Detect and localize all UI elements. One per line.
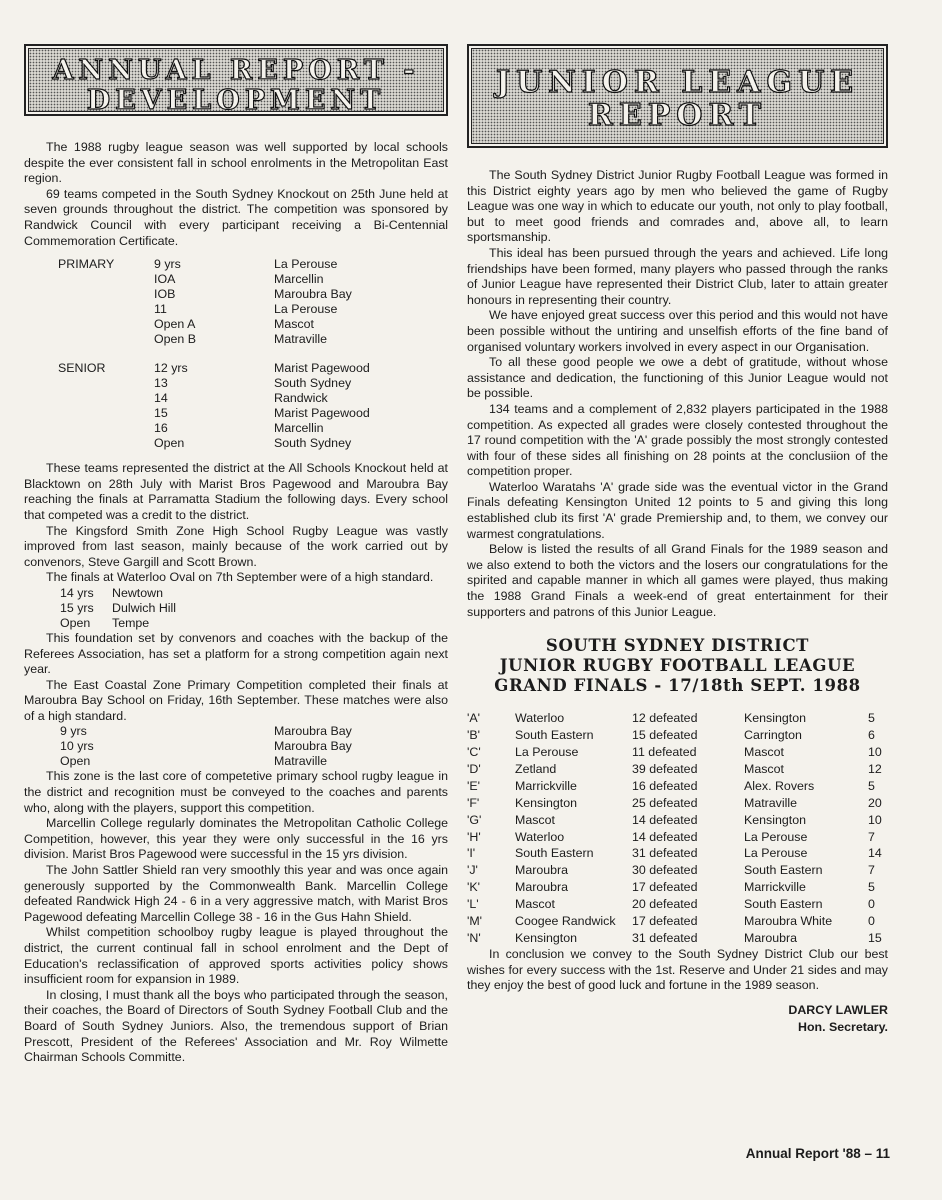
loser-cell: Maroubra White xyxy=(744,914,833,929)
paragraph: This foundation set by convenors and coaches with the backup of the Referees Association, has set a platform for a strong competition again next year. xyxy=(24,630,448,677)
result-row xyxy=(467,812,888,829)
school-cell: La Perouse xyxy=(274,257,338,272)
grade-cell: 13 xyxy=(154,376,168,391)
grade-cell: 'G' xyxy=(467,812,482,827)
school-cell: Matraville xyxy=(274,754,328,769)
school-cell: South Sydney xyxy=(274,376,352,391)
loser-cell: Mascot xyxy=(744,745,784,760)
loser-score-cell: 5 xyxy=(868,778,875,793)
grade-cell: 'L' xyxy=(467,897,479,912)
table-row xyxy=(24,302,448,317)
grade-cell: Open A xyxy=(154,317,196,332)
table-row xyxy=(24,436,448,451)
winner-cell: Coogee Randwick xyxy=(515,914,616,929)
school-cell: La Perouse xyxy=(274,302,338,317)
age-cell: 14 yrs xyxy=(60,585,94,600)
school-cell: Marist Pagewood xyxy=(274,406,370,421)
table-row xyxy=(24,586,448,601)
loser-cell: Marrickville xyxy=(744,880,806,895)
table-row xyxy=(24,272,448,287)
grand-finals-results xyxy=(467,710,888,947)
loser-score-cell: 0 xyxy=(868,897,875,912)
table-row xyxy=(24,332,448,347)
category-cell xyxy=(24,406,154,421)
school-cell: Marist Pagewood xyxy=(274,361,370,376)
loser-score-cell: 14 xyxy=(868,846,882,861)
category-cell xyxy=(24,317,154,332)
paragraph: Waterloo Waratahs 'A' grade side was the eventual victor in the Grand Finals defeating Kensington United 12 points to 5 and giving this long established club its first 'A' grade Premiership and, to them, we convey our warmest congratulations. xyxy=(467,479,888,541)
winner-cell: Mascot xyxy=(515,812,555,827)
result-row xyxy=(467,879,888,896)
category-cell xyxy=(24,302,154,317)
signature-block xyxy=(467,1002,888,1036)
category-cell xyxy=(24,421,154,436)
signer-name: DARCY LAWLER xyxy=(788,1002,888,1017)
paragraph: This zone is the last core of competetive primary school rugby league in the district and recognition must be conveyed to the coaches and parents who, along with the players, support this competition. xyxy=(24,769,448,815)
score-cell: 39 defeated xyxy=(632,761,698,776)
score-cell: 20 defeated xyxy=(632,897,698,912)
winner-cell: Marrickville xyxy=(515,778,577,793)
loser-score-cell: 20 xyxy=(868,795,882,810)
loser-cell: La Perouse xyxy=(744,846,808,861)
score-cell: 11 defeated xyxy=(632,745,697,760)
school-cell: Randwick xyxy=(274,391,328,406)
paragraph: In closing, I must thank all the boys who participated through the season, their coaches, the Board of Directors of South Sydney Football Club and the Board of South Sydney Juniors. Also, the tremendous support of Brian Prescott, President of the Referees' Association and Mr. Roy Wilmette Chairman Schools Committe. xyxy=(24,987,448,1065)
result-row xyxy=(467,710,888,727)
right-column xyxy=(467,44,888,1036)
loser-score-cell: 10 xyxy=(868,812,882,827)
age-cell: Open xyxy=(60,754,91,769)
grade-cell: 14 xyxy=(154,391,168,406)
table-row xyxy=(24,421,448,436)
loser-score-cell: 6 xyxy=(868,728,875,743)
winner-cell: South Eastern xyxy=(515,728,594,743)
category-cell xyxy=(24,436,154,451)
score-cell: 14 defeated xyxy=(632,812,698,827)
result-row xyxy=(467,795,888,812)
result-row xyxy=(467,845,888,862)
score-cell: 12 defeated xyxy=(632,711,698,726)
paragraph: The 1988 rugby league season was well supported by local schools despite the ever consistent fall in school enrolments in the Metropolitan East region. xyxy=(24,140,448,186)
category-cell xyxy=(24,332,154,347)
school-cell: Matraville xyxy=(274,332,328,347)
closing-paragraph: In conclusion we convey to the South Sydney District Club our best wishes for every success with the 1st. Reserve and Under 21 sides and may they enjoy the best of good luck and fortune in the 1989 season. xyxy=(467,946,888,993)
school-cell: Maroubra Bay xyxy=(274,724,352,739)
paragraph: The East Coastal Zone Primary Competition completed their finals at Maroubra Bay School on Friday, 16th September. These matches were also of a high standard. xyxy=(24,677,448,723)
school-cell: South Sydney xyxy=(274,436,352,451)
banner-title-line: JUNIOR LEAGUE xyxy=(495,65,860,100)
paragraph: This ideal has been pursued through the years and achieved. Life long friendships have been formed, many players who passed through the ranks of Junior League have represented their District Club, later to attain greater honours in representing their country. xyxy=(467,245,888,307)
paragraph: Whilst competition schoolboy rugby league is played throughout the district, the current continual fall in school enrolment and the Dept of Education's reclassification of approved sports activities policy shows insufficient room for expansion in 1989. xyxy=(24,925,448,987)
loser-cell: Matraville xyxy=(744,795,798,810)
loser-cell: La Perouse xyxy=(744,829,808,844)
grade-cell: 'E' xyxy=(467,778,480,793)
table-row xyxy=(24,376,448,391)
loser-cell: South Eastern xyxy=(744,897,823,912)
winner-cell: Waterloo xyxy=(515,829,565,844)
grade-cell: Open xyxy=(154,436,185,451)
table-row xyxy=(24,361,448,376)
development-body xyxy=(24,140,448,1066)
winner-cell: Mascot xyxy=(515,897,555,912)
score-cell: 25 defeated xyxy=(632,795,698,810)
loser-score-cell: 10 xyxy=(868,745,882,760)
grade-cell: IOB xyxy=(154,287,176,302)
paragraph: We have enjoyed great success over this period and this would not have been possible without the untiring and unselfish efforts of the fine band of organised voluntary workers involved in every aspect in our Organisation. xyxy=(467,308,888,354)
zone-finals-table xyxy=(24,586,448,631)
loser-score-cell: 7 xyxy=(868,829,875,844)
table-row xyxy=(24,754,448,769)
table-row xyxy=(24,287,448,302)
heading-line: SOUTH SYDNEY DISTRICT xyxy=(545,636,810,656)
grade-cell: 9 yrs xyxy=(154,257,181,272)
knockout-winners-table xyxy=(24,257,448,451)
banner-title-line: ANNUAL REPORT - xyxy=(52,55,420,86)
category-cell xyxy=(24,391,154,406)
table-row xyxy=(24,406,448,421)
banner-title-line: REPORT xyxy=(587,98,768,133)
result-row xyxy=(467,761,888,778)
winner-cell: Kensington xyxy=(515,795,578,810)
loser-score-cell: 7 xyxy=(868,863,875,878)
table-row xyxy=(24,317,448,332)
heading-line: JUNIOR RUGBY FOOTBALL LEAGUE xyxy=(499,656,856,676)
age-cell: Open xyxy=(60,615,91,630)
loser-score-cell: 5 xyxy=(868,711,875,726)
result-row xyxy=(467,727,888,744)
winner-cell: La Perouse xyxy=(515,745,579,760)
category-cell xyxy=(24,272,154,287)
winner-cell: Maroubra xyxy=(515,863,569,878)
table-row xyxy=(24,724,448,739)
grade-cell: 'I' xyxy=(467,846,476,861)
category-cell: SENIOR xyxy=(58,361,106,376)
result-row xyxy=(467,862,888,879)
result-row xyxy=(467,896,888,913)
table-row xyxy=(24,601,448,616)
table-row xyxy=(24,739,448,754)
loser-score-cell: 0 xyxy=(868,914,875,929)
grade-cell: 'D' xyxy=(467,761,481,776)
grand-finals-heading xyxy=(467,636,888,696)
age-cell: 15 yrs xyxy=(60,600,94,615)
loser-cell: Mascot xyxy=(744,761,784,776)
score-cell: 15 defeated xyxy=(632,728,698,743)
school-cell: Tempe xyxy=(112,615,150,630)
grade-cell: Open B xyxy=(154,332,197,347)
table-row xyxy=(24,391,448,406)
grade-cell: 11 xyxy=(154,302,167,317)
grade-cell: 'J' xyxy=(467,863,478,878)
age-cell: 10 yrs xyxy=(60,739,94,754)
paragraph: 134 teams and a complement of 2,832 players participated in the 1988 competition. As expected all grades were closely contested throughout the 17 round competition with the 'A' grade possibly the most strongly contested with four of these sides all finishing on 28 points at the conclusiion of the competition proper. xyxy=(467,401,888,479)
score-cell: 17 defeated xyxy=(632,880,698,895)
paragraph: To all these good people we owe a debt of gratitude, without whose assistance and dedication, the functioning of this Junior League would not be possible. xyxy=(467,355,888,401)
grade-cell: 'H' xyxy=(467,829,481,844)
school-cell: Marcellin xyxy=(274,272,324,287)
loser-score-cell: 15 xyxy=(868,931,882,945)
grade-cell: 12 yrs xyxy=(154,361,188,376)
grade-cell: IOA xyxy=(154,272,176,287)
grade-cell: 15 xyxy=(154,406,168,421)
table-row xyxy=(24,257,448,272)
paragraph: Marcellin College regularly dominates the Metropolitan Catholic College Competition, however, this year they were only successful in the 16 yrs division. Marist Bros Pagewood were successful in the 15 yrs division. xyxy=(24,816,448,862)
score-cell: 30 defeated xyxy=(632,863,698,878)
loser-cell: Alex. Rovers xyxy=(744,778,815,793)
loser-cell: Kensington xyxy=(744,812,807,827)
category-cell xyxy=(24,376,154,391)
loser-score-cell: 5 xyxy=(868,880,875,895)
grade-cell: 'M' xyxy=(467,914,483,929)
score-cell: 14 defeated xyxy=(632,829,698,844)
junior-league-body xyxy=(467,168,888,1036)
score-cell: 31 defeated xyxy=(632,931,698,945)
paragraph: The Kingsford Smith Zone High School Rugby League was vastly improved from last season, mainly because of the work carried out by convenors, Steve Gargill and Scott Brown. xyxy=(24,523,448,569)
paragraph: These teams represented the district at the All Schools Knockout held at Blacktown on 28th July with Marist Bros Pagewood and Maroubra Bay reaching the finals at Parramatta Stadium the following days. Every school that competed was a credit to the district. xyxy=(24,461,448,522)
grade-cell: 'A' xyxy=(467,711,480,726)
loser-cell: Carrington xyxy=(744,728,802,743)
result-row xyxy=(467,744,888,761)
loser-cell: Maroubra xyxy=(744,931,798,945)
left-column xyxy=(24,44,448,1066)
result-row xyxy=(467,913,888,930)
paragraph: Below is listed the results of all Grand Finals for the 1989 season and we also extend to both the victors and the losers our congratulations for the spirited and capable manner in which all games were played, thus making the 1988 Grand Finals a week-end of great entertainment for their supporters and patrons of this Junior League. xyxy=(467,542,888,619)
winner-cell: Waterloo xyxy=(515,711,565,726)
score-cell: 16 defeated xyxy=(632,778,698,793)
table-row xyxy=(24,616,448,631)
paragraph: The John Sattler Shield ran very smoothly this year and was once again generously supported by the Commonwealth Bank. Marcellin College defeated Randwick High 24 - 6 in a very aggressive match, with Marist Bros Pagewood defeating Marcellin College 38 - 16 in the Gus Hahn Shield. xyxy=(24,863,448,924)
loser-score-cell: 12 xyxy=(868,761,882,776)
score-cell: 17 defeated xyxy=(632,914,698,929)
school-cell: Mascot xyxy=(274,317,314,332)
result-row xyxy=(467,930,888,947)
winner-cell: Kensington xyxy=(515,931,578,945)
school-cell: Dulwich Hill xyxy=(112,600,177,615)
grade-cell: 'K' xyxy=(467,880,480,895)
grade-cell: 'C' xyxy=(467,745,481,760)
signer-title: Hon. Secretary. xyxy=(798,1019,888,1034)
annual-report-banner xyxy=(24,44,448,116)
paragraph: The South Sydney District Junior Rugby Football League was formed in this District eighty years ago by men who believed the game of Rugby League was one way in which to educate our youth, not only to play football, but to meet good friends and comrades and, above all, to learn sportsmanship. xyxy=(467,168,888,245)
junior-league-banner xyxy=(467,44,888,148)
winner-cell: Maroubra xyxy=(515,880,569,895)
winner-cell: Zetland xyxy=(515,761,557,776)
winner-cell: South Eastern xyxy=(515,846,594,861)
grade-cell: 'N' xyxy=(467,931,481,945)
school-cell: Maroubra Bay xyxy=(274,739,352,754)
score-cell: 31 defeated xyxy=(632,846,698,861)
heading-line: GRAND FINALS - 17/18th SEPT. 1988 xyxy=(494,676,861,696)
loser-cell: South Eastern xyxy=(744,863,823,878)
category-cell: PRIMARY xyxy=(58,257,115,272)
loser-cell: Kensington xyxy=(744,711,807,726)
page-footer: Annual Report '88 – 11 xyxy=(745,1146,890,1161)
paragraph: 69 teams competed in the South Sydney Knockout on 25th June held at seven grounds throughout the district. The competition was sponsored by Randwick Council with every participant receiving a Bi-Centennial Commemoration Certificate. xyxy=(24,186,448,248)
school-cell: Newtown xyxy=(112,585,163,600)
grade-cell: 'B' xyxy=(467,728,480,743)
grade-cell: 'F' xyxy=(467,795,480,810)
grade-cell: 16 xyxy=(154,421,168,436)
school-cell: Maroubra Bay xyxy=(274,287,352,302)
category-cell xyxy=(24,287,154,302)
result-row xyxy=(467,778,888,795)
paragraph: The finals at Waterloo Oval on 7th September were of a high standard. xyxy=(46,570,434,585)
banner-title-line: DEVELOPMENT xyxy=(86,85,386,116)
school-cell: Marcellin xyxy=(274,421,324,436)
primary-finals-table xyxy=(24,724,448,769)
result-row xyxy=(467,829,888,846)
age-cell: 9 yrs xyxy=(60,724,87,739)
